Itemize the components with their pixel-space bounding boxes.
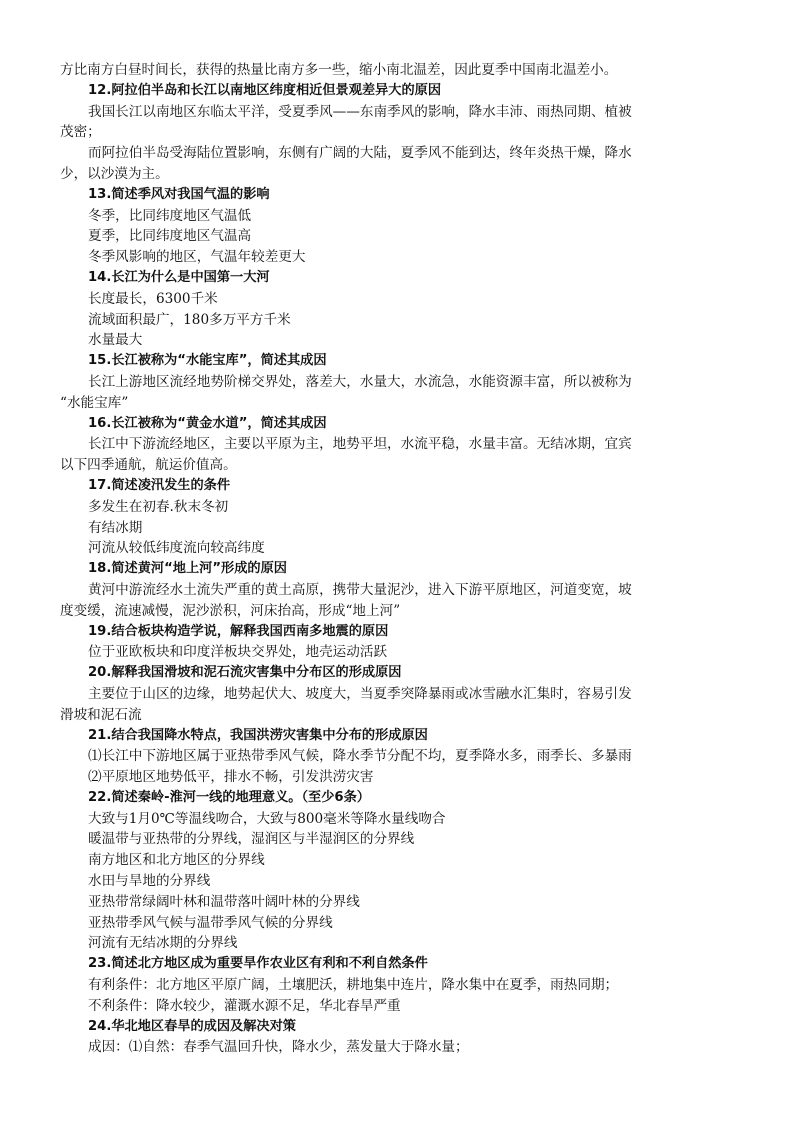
text-line: 有利条件：北方地区平原广阔，土壤肥沃，耕地集中连片，降水集中在夏季，雨热同期； (88, 977, 619, 994)
text-line: 位于亚欧板块和印度洋板块交界处，地壳运动活跃 (88, 644, 388, 661)
text-line: 长江中下游流经地区，主要以平原为主，地势平坦，水流平稳，水量丰富。无结冰期，宜宾 (88, 436, 632, 453)
text-line: 亚热带季风气候与温带季风气候的分界线 (88, 914, 333, 931)
section-heading-19: 19.结合板块构造学说，解释我国西南多地震的原因 (88, 623, 389, 639)
text-line: 茂密； (60, 124, 101, 141)
section-heading-13: 13.简述季风对我国气温的影响 (88, 186, 270, 202)
text-line: 暖温带与亚热带的分界线，湿润区与半湿润区的分界线 (88, 831, 415, 848)
text-line: 成因：⑴自然：春季气温回升快，降水少，蒸发量大于降水量； (88, 1039, 469, 1056)
text-line: 方比南方白昼时间长，获得的热量比南方多一些，缩小南北温差，因此夏季中国南北温差小。 (60, 62, 618, 78)
section-heading-21: 21.结合我国降水特点，我国洪涝灾害集中分布的形成原因 (88, 727, 428, 743)
text-line: 主要位于山区的边缘，地势起伏大、坡度大，当夏季突降暴雨或冰雪融水汇集时，容易引发 (88, 685, 632, 702)
text-line: 水量最大 (88, 332, 143, 349)
text-line: 水田与旱地的分界线 (88, 873, 211, 890)
text-line: 而阿拉伯半岛受海陆位置影响，东侧有广阔的大陆，夏季风不能到达，终年炎热干燥，降水 (88, 145, 632, 162)
section-heading-15: 15.长江被称为“水能宝库”，简述其成因 (88, 353, 327, 369)
text-line: ⑵平原地区地势低平，排水不畅，引发洪涝灾害 (88, 769, 374, 786)
section-heading-20: 20.解释我国滑坡和泥石流灾害集中分布区的形成原因 (88, 665, 402, 681)
text-line: ⑴长江中下游地区属于亚热带季风气候，降水季节分配不均，夏季降水多，雨季长、多暴雨 (88, 748, 632, 765)
section-heading-12: 12.阿拉伯半岛和长江以南地区纬度相近但景观差异大的原因 (88, 82, 442, 98)
section-heading-14: 14.长江为什么是中国第一大河 (88, 269, 270, 285)
text-line: 流域面积最广，180多万平方千米 (88, 311, 291, 328)
text-line: 度变缓，流速减慢，泥沙淤积，河床抬高，形成“地上河” (60, 602, 401, 619)
text-line: 长江上游地区流经地势阶梯交界处，落差大，水量大，水流急，水能资源丰富，所以被称为 (88, 373, 632, 390)
text-line: 夏季，比同纬度地区气温高 (88, 228, 252, 245)
text-line: 我国长江以南地区东临太平洋，受夏季风——东南季风的影响，降水丰沛、雨热同期、植被 (88, 103, 632, 120)
section-heading-23: 23.简述北方地区成为重要旱作农业区有利和不利自然条件 (88, 956, 428, 972)
text-line: 亚热带常绿阔叶林和温带落叶阔叶林的分界线 (88, 893, 360, 910)
text-line: 有结冰期 (88, 519, 143, 536)
text-line: “水能宝库” (60, 394, 129, 411)
text-line: 滑坡和泥石流 (60, 706, 142, 723)
section-heading-22: 22.简述秦岭-淮河一线的地理意义。（至少6条） (88, 789, 370, 805)
text-line: 大致与1月0℃等温线吻合，大致与800毫米等降水量线吻合 (88, 810, 446, 827)
text-line: 黄河中游流经水土流失严重的黄土高原，携带大量泥沙，进入下游平原地区，河道变宽，坡 (88, 581, 632, 598)
text-line: 少，以沙漠为主。 (60, 165, 169, 182)
text-line: 河流从较低纬度流向较高纬度 (88, 540, 265, 557)
text-line: 以下四季通航，航运价值高。 (60, 457, 237, 474)
text-line: 冬季，比同纬度地区气温低 (88, 207, 252, 224)
text-line: 南方地区和北方地区的分界线 (88, 852, 265, 869)
text-line: 多发生在初春.秋末冬初 (88, 498, 229, 515)
text-line: 不利条件：降水较少，灌溉水源不足，华北春旱严重 (88, 997, 401, 1014)
text-line: 长度最长，6300千米 (88, 290, 218, 307)
section-heading-16: 16.长江被称为“黄金水道”，简述其成因 (88, 415, 327, 431)
text-line: 冬季风影响的地区，气温年较差更大 (88, 249, 306, 266)
section-heading-24: 24.华北地区春旱的成因及解决对策 (88, 1018, 296, 1034)
text-line: 河流有无结冰期的分界线 (88, 935, 238, 952)
section-heading-17: 17.简述凌汛发生的条件 (88, 477, 231, 493)
section-heading-18: 18.简述黄河“地上河”形成的原因 (88, 561, 287, 577)
document-body (60, 60, 736, 1058)
